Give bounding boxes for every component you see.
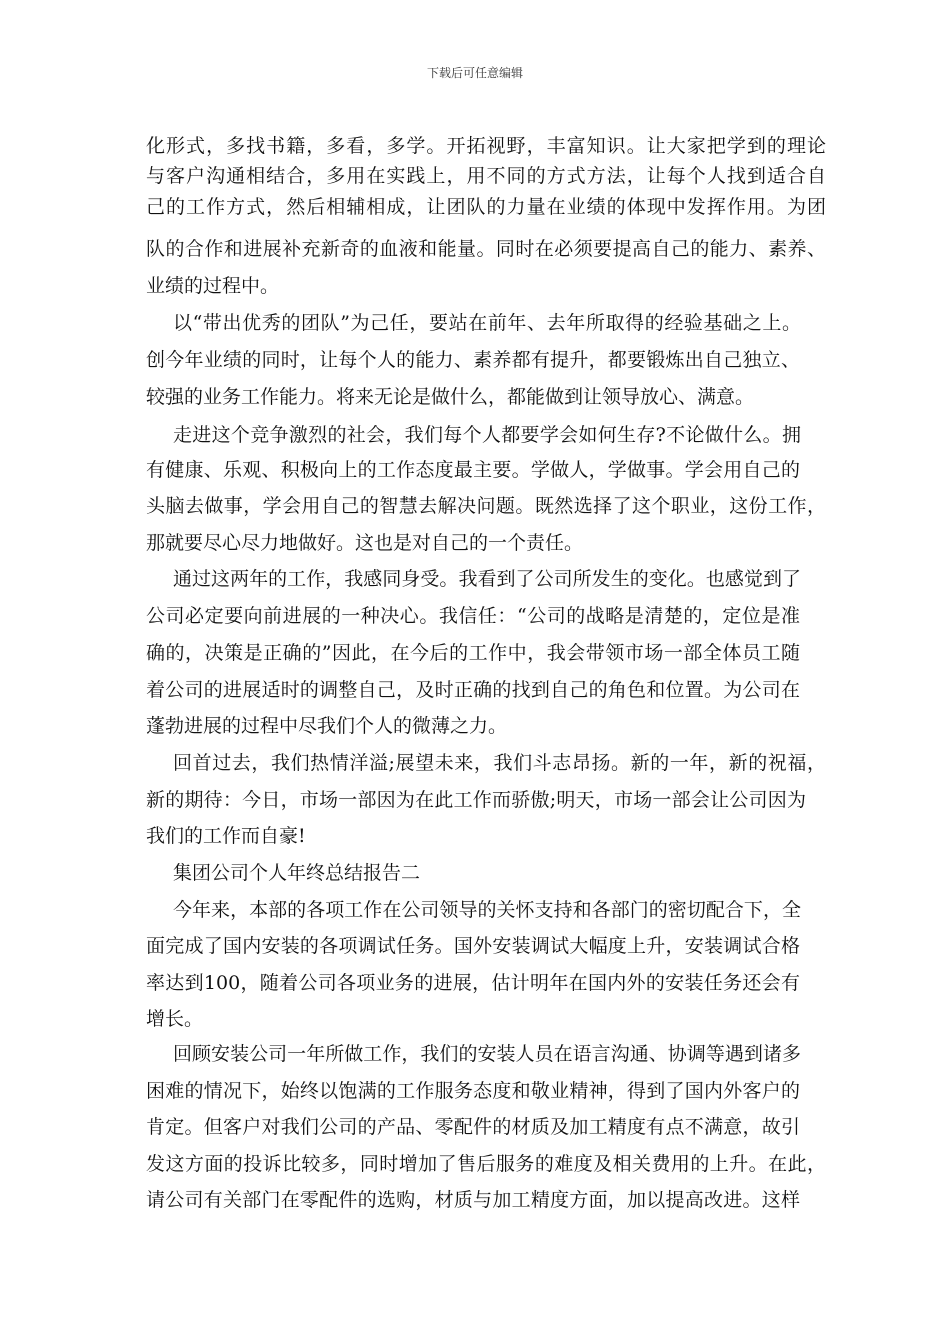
- body-line: 业绩的过程中。: [146, 275, 280, 297]
- body-line: 创今年业绩的同时，让每个人的能力、素养都有提升，都要锻炼出自己独立、: [146, 349, 800, 371]
- body-line: 有健康、乐观、积极向上的工作态度最主要。学做人，学做事。学会用自己的: [146, 459, 800, 481]
- paragraph-first-line: 通过这两年的工作，我感同身受。我看到了公司所发生的变化。也感觉到了: [173, 568, 801, 590]
- body-line: 蓬勃进展的过程中尽我们个人的微薄之力。: [146, 715, 508, 737]
- body-line: 确的，决策是正确的”因此，在今后的工作中，我会带领市场一部全体员工随: [146, 642, 800, 664]
- body-line: 头脑去做事，学会用自己的智慧去解决问题。既然选择了这个职业，这份工作，: [146, 495, 826, 517]
- body-line: 新的期待：今日，市场一部因为在此工作而骄傲;明天，市场一部会让公司因为: [146, 789, 806, 811]
- paragraph-first-line: 今年来，本部的各项工作在公司领导的关怀支持和各部门的密切配合下，全: [173, 899, 801, 921]
- section-heading: 集团公司个人年终总结报告二: [173, 862, 421, 884]
- body-line: 化形式，多找书籍，多看，多学。开拓视野，丰富知识。让大家把学到的理论: [146, 135, 826, 157]
- paragraph-first-line: 回顾安装公司一年所做工作，我们的安装人员在语言沟通、协调等遇到诸多: [173, 1043, 801, 1065]
- body-line: 率达到100，随着公司各项业务的进展，估计明年在国内外的安装任务还会有: [146, 972, 800, 994]
- body-line: 我们的工作而自豪!: [146, 825, 306, 847]
- body-line: 请公司有关部门在零配件的选购，材质与加工精度方面，加以提高改进。这样: [146, 1189, 800, 1211]
- body-line: 着公司的进展适时的调整自己，及时正确的找到自己的角色和位置。为公司在: [146, 679, 800, 701]
- body-line: 困难的情况下，始终以饱满的工作服务态度和敬业精神，得到了国内外客户的: [146, 1080, 800, 1102]
- body-line: 队的合作和进展补充新奇的血液和能量。同时在必须要提高自己的能力、素养、: [146, 238, 826, 260]
- body-line: 那就要尽心尽力地做好。这也是对自己的一个责任。: [146, 532, 584, 554]
- paragraph-first-line: 以“带出优秀的团队”为己任，要站在前年、去年所取得的经验基础之上。: [173, 312, 801, 334]
- paragraph-first-line: 回首过去，我们热情洋溢;展望未来，我们斗志昂扬。新的一年，新的祝福，: [173, 752, 826, 774]
- body-line: 发这方面的投诉比较多，同时增加了售后服务的难度及相关费用的上升。在此，: [146, 1153, 826, 1175]
- paragraph-first-line: 走进这个竞争激烈的社会，我们每个人都要学会如何生存?不论做什么。拥: [173, 424, 801, 446]
- body-line: 面完成了国内安装的各项调试任务。国外安装调试大幅度上升，安装调试合格: [146, 935, 800, 957]
- body-line: 较强的业务工作能力。将来无论是做什么，都能做到让领导放心、满意。: [146, 386, 755, 408]
- body-line: 公司必定要向前进展的一种决心。我信任：“公司的战略是清楚的，定位是准: [146, 605, 800, 627]
- body-line: 与客户沟通相结合，多用在实践上，用不同的方式方法，让每个人找到适合自: [146, 165, 826, 187]
- body-line: 己的工作方式，然后相辅相成，让团队的力量在业绩的体现中发挥作用。为团: [146, 196, 826, 218]
- body-line: 增长。: [146, 1008, 204, 1030]
- page-header: 下载后可任意编辑: [426, 66, 523, 80]
- body-line: 肯定。但客户对我们公司的产品、零配件的材质及加工精度有点不满意，故引: [146, 1116, 800, 1138]
